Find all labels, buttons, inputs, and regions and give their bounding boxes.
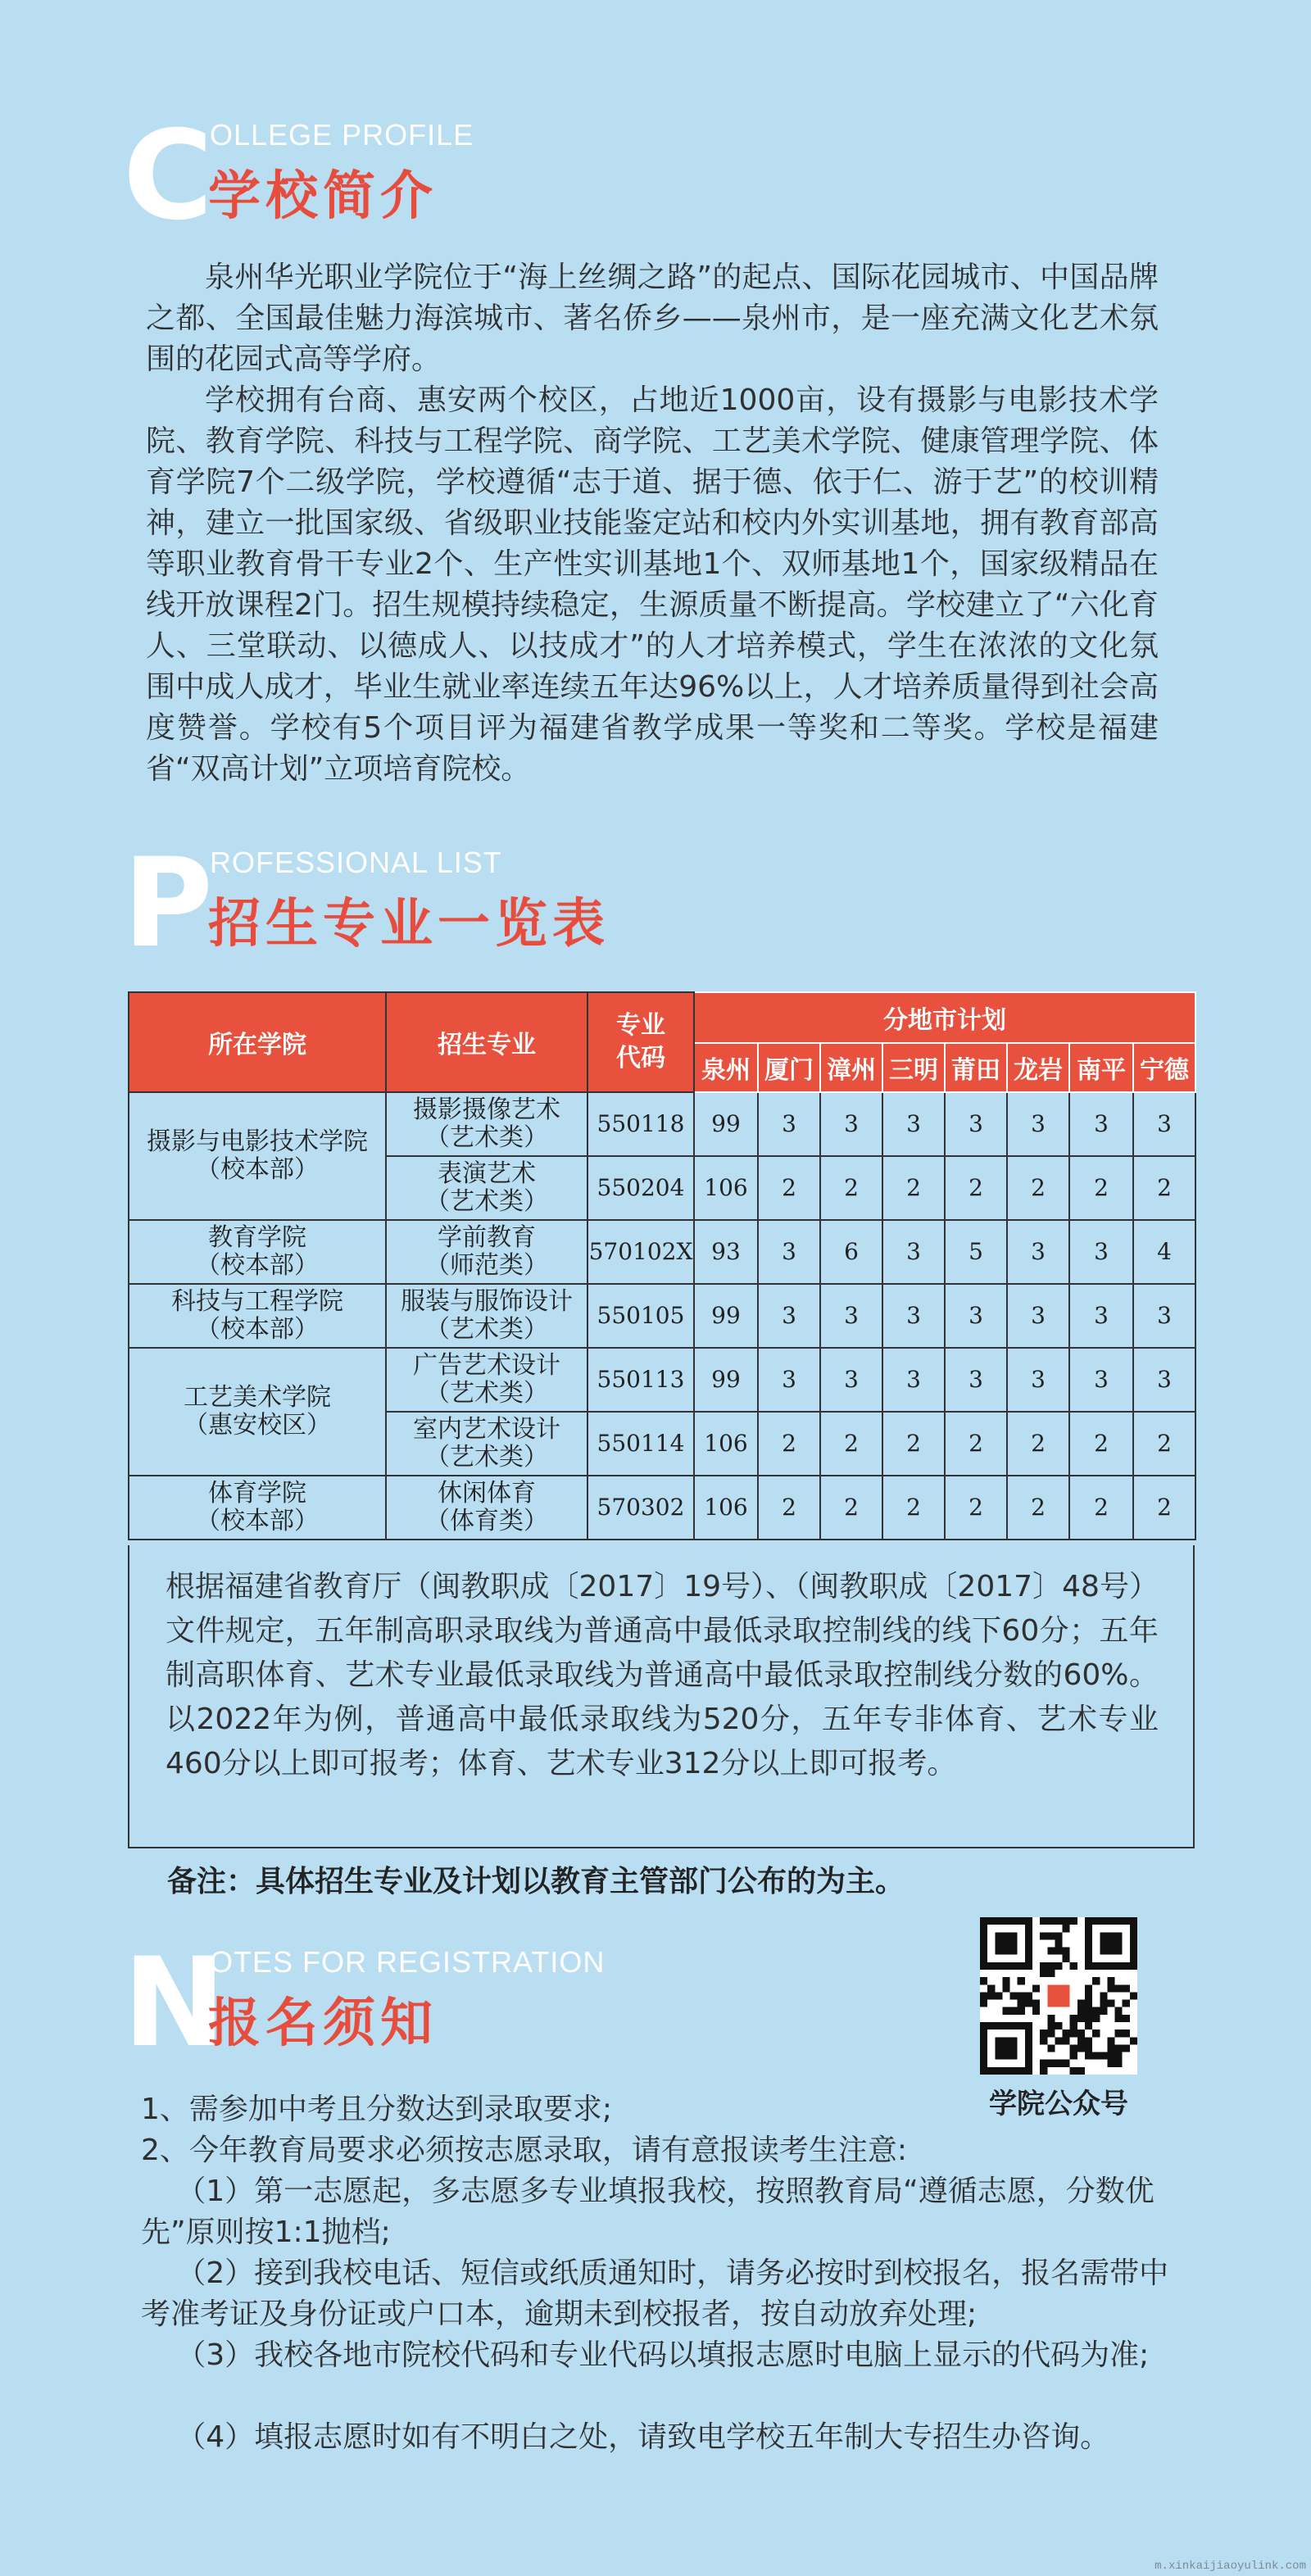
quota-cell: 2 [1007, 1412, 1069, 1476]
major-category: （艺术类） [425, 1443, 548, 1472]
quota-cell: 99 [694, 1348, 758, 1412]
major-cell [386, 1476, 587, 1540]
quota-cell: 93 [694, 1220, 758, 1284]
quota-cell: 3 [945, 1092, 1007, 1156]
major-name: 广告艺术设计 [413, 1351, 560, 1380]
quota-cell: 2 [1069, 1156, 1133, 1220]
major-name: 表演艺术 [438, 1159, 536, 1188]
admission-note-box [128, 1545, 1195, 1848]
profile-english-subtitle: OLLEGE PROFILE [210, 118, 474, 152]
major-cell [386, 1156, 587, 1220]
major-category: （体育类） [425, 1507, 548, 1535]
quota-cell: 3 [758, 1284, 820, 1348]
college-name: 科技与工程学院 [171, 1287, 343, 1316]
quota-cell: 2 [882, 1156, 945, 1220]
quota-cell: 2 [945, 1156, 1007, 1220]
quota-cell: 2 [945, 1412, 1007, 1476]
quota-cell: 106 [694, 1156, 758, 1220]
quota-cell: 3 [1007, 1284, 1069, 1348]
major-cell [386, 1412, 587, 1476]
header-college: 所在学院 [129, 992, 386, 1092]
quota-cell: 2 [758, 1412, 820, 1476]
college-cell [129, 1348, 386, 1476]
major-name: 服装与服饰设计 [401, 1287, 573, 1316]
profile-paragraph-2: 学校拥有台商、惠安两个校区，占地近1000亩，设有摄影与电影技术学院、教育学院、科技与工程学院、商学院、工艺美术学院、健康管理学院、体育学院7个二级学院，学校遵循“志于道、据于德、依于仁、游于艺”的校训精神，建立一批国家级、省级职业技能鉴定站和校内外实训基地，拥有教育部高等职业教育骨干专业2个、生产性实训基地1个、双师基地1个，国家级精品在线开放课程2门。招生规模持续稳定，生源质量不断提高。学校建立了“六化育人、三堂联动、以德成人、以技成才”的人才培养模式，学生在浓浓的文化氛围中成人成才，毕业生就业率连续五年达96%以上，人才培养质量得到社会高度赞誉。学校有5个项目评为福建省教学成果一等奖和二等奖。学校是福建省“双高计划”立项培育院校。 [146, 383, 1159, 786]
quota-cell: 2 [820, 1412, 882, 1476]
header-code-line2: 代码 [616, 1044, 665, 1073]
college-cell [129, 1220, 386, 1284]
major-code-cell: 550204 [587, 1156, 694, 1220]
table-row [129, 1284, 1195, 1348]
quota-cell: 3 [882, 1284, 945, 1348]
quota-cell: 3 [1133, 1348, 1195, 1412]
college-name: 教育学院 [208, 1223, 306, 1252]
college-campus: （校本部） [196, 1155, 319, 1184]
quota-cell: 2 [758, 1156, 820, 1220]
college-name: 摄影与电影技术学院 [147, 1127, 368, 1156]
quota-cell: 5 [945, 1220, 1007, 1284]
professional-initial-letter: P [123, 832, 213, 975]
profile-initial-letter: C [123, 105, 214, 247]
quota-cell: 3 [1007, 1092, 1069, 1156]
quota-cell: 3 [1069, 1348, 1133, 1412]
header-city: 莆田 [945, 1043, 1007, 1092]
registration-initial-letter: N [123, 1932, 226, 2075]
table-row [129, 1476, 1195, 1540]
quota-cell: 3 [882, 1220, 945, 1284]
header-city: 宁德 [1133, 1043, 1195, 1092]
quota-cell: 4 [1133, 1220, 1195, 1284]
quota-cell: 3 [1007, 1348, 1069, 1412]
major-category: （艺术类） [425, 1187, 548, 1216]
quota-cell: 3 [758, 1092, 820, 1156]
quota-cell: 2 [1133, 1476, 1195, 1540]
college-cell [129, 1476, 386, 1540]
major-code-cell: 550105 [587, 1284, 694, 1348]
major-category: （艺术类） [425, 1379, 548, 1408]
college-campus: （惠安校区） [184, 1411, 331, 1440]
header-major: 招生专业 [386, 992, 587, 1092]
quota-cell: 6 [820, 1220, 882, 1284]
registration-item-4: （2）接到我校电话、短信或纸质通知时，请务必按时到校报名，报名需带中考准考证及身份证或户口本，逾期未到校报者，按自动放弃处理; [141, 2256, 1169, 2331]
major-code-cell: 550114 [587, 1412, 694, 1476]
quota-cell: 3 [882, 1348, 945, 1412]
quota-cell: 3 [1133, 1092, 1195, 1156]
qr-caption: 学院公众号 [989, 2088, 1128, 2120]
major-cell [386, 1284, 587, 1348]
quota-cell: 3 [1069, 1092, 1133, 1156]
enrollment-plan-table [128, 991, 1196, 1540]
professional-english-subtitle: ROFESSIONAL LIST [210, 846, 502, 879]
qr-code-icon [980, 1917, 1137, 2075]
major-code-cell: 550113 [587, 1348, 694, 1412]
quota-cell: 3 [820, 1092, 882, 1156]
quota-cell: 3 [758, 1348, 820, 1412]
profile-title: 学校简介 [208, 166, 438, 227]
quota-cell: 3 [1069, 1284, 1133, 1348]
header-city: 厦门 [758, 1043, 820, 1092]
quota-cell: 2 [882, 1476, 945, 1540]
site-watermark: m.xinkaijiaoyulink.com [1154, 2560, 1306, 2573]
registration-english-subtitle: OTES FOR REGISTRATION [210, 1945, 606, 1979]
admission-note-text: 根据福建省教育厅（闽教职成〔2017〕19号）、（闽教职成〔2017〕48号）文件规定，五年制高职录取线为普通高中最低录取控制线的线下60分；五年制高职体育、艺术专业最低录取线为普通高中最低录取控制线分数的60%。以2022年为例，普通高中最低录取线为520分，五年专非体育、艺术专业460分以上即可报考；体育、艺术专业312分以上即可报考。 [166, 1570, 1159, 1780]
quota-cell: 2 [1007, 1476, 1069, 1540]
major-name: 休闲体育 [438, 1479, 536, 1508]
registration-item-1: 1、需参加中考且分数达到录取要求; [141, 2093, 613, 2126]
quota-cell: 2 [1133, 1412, 1195, 1476]
quota-cell: 2 [1133, 1156, 1195, 1220]
college-campus: （校本部） [196, 1507, 319, 1535]
header-city: 泉州 [694, 1043, 758, 1092]
quota-cell: 2 [820, 1156, 882, 1220]
college-name: 工艺美术学院 [184, 1383, 331, 1412]
table-row [129, 1092, 1195, 1156]
table-row [129, 1348, 1195, 1412]
quota-cell: 3 [820, 1284, 882, 1348]
college-campus: （校本部） [196, 1251, 319, 1280]
quota-cell: 3 [945, 1284, 1007, 1348]
major-code-cell: 570302 [587, 1476, 694, 1540]
wechat-qr-code[interactable] [980, 1917, 1137, 2075]
major-category: （艺术类） [425, 1123, 548, 1152]
quota-cell: 2 [758, 1476, 820, 1540]
quota-cell: 2 [1069, 1476, 1133, 1540]
major-code-cell: 550118 [587, 1092, 694, 1156]
quota-cell: 2 [882, 1412, 945, 1476]
quota-cell: 3 [1069, 1220, 1133, 1284]
major-cell [386, 1220, 587, 1284]
registration-item-2: 2、今年教育局要求必须按志愿录取，请有意报读考生注意: [141, 2134, 908, 2167]
college-cell [129, 1092, 386, 1220]
quota-cell: 2 [945, 1476, 1007, 1540]
quota-cell: 3 [882, 1092, 945, 1156]
college-name: 体育学院 [208, 1479, 306, 1508]
college-campus: （校本部） [196, 1315, 319, 1344]
profile-paragraph-1: 泉州华光职业学院位于“海上丝绸之路”的起点、国际花园城市、中国品牌之都、全国最佳魅力海滨城市、著名侨乡——泉州市，是一座充满文化艺术氛围的花园式高等学府。 [146, 261, 1159, 376]
header-city-plan: 分地市计划 [694, 992, 1195, 1043]
quota-cell: 3 [1133, 1284, 1195, 1348]
major-name: 学前教育 [438, 1223, 536, 1252]
header-city: 三明 [882, 1043, 945, 1092]
quota-cell: 106 [694, 1476, 758, 1540]
header-city: 漳州 [820, 1043, 882, 1092]
quota-cell: 3 [820, 1348, 882, 1412]
major-name: 室内艺术设计 [413, 1415, 560, 1444]
quota-cell: 3 [758, 1220, 820, 1284]
quota-cell: 99 [694, 1092, 758, 1156]
header-code-line1: 专业 [616, 1011, 665, 1040]
registration-item-6: （4）填报志愿时如有不明白之处，请致电学校五年制大专招生办咨询。 [176, 2420, 1110, 2454]
registration-item-5: （3）我校各地市院校代码和专业代码以填报志愿时电脑上显示的代码为准; [176, 2338, 1150, 2372]
quota-cell: 2 [820, 1476, 882, 1540]
header-city: 南平 [1069, 1043, 1133, 1092]
major-cell [386, 1348, 587, 1412]
major-cell [386, 1092, 587, 1156]
registration-title: 报名须知 [208, 1993, 438, 2054]
quota-cell: 3 [1007, 1220, 1069, 1284]
header-code [587, 992, 694, 1092]
table-row [129, 1220, 1195, 1284]
header-city: 龙岩 [1007, 1043, 1069, 1092]
quota-cell: 99 [694, 1284, 758, 1348]
quota-cell: 2 [1007, 1156, 1069, 1220]
quota-cell: 106 [694, 1412, 758, 1476]
quota-cell: 3 [945, 1348, 1007, 1412]
registration-item-3: （1）第一志愿起，多志愿多专业填报我校，按照教育局“遵循志愿，分数优先”原则按1:1抛档; [141, 2175, 1154, 2249]
major-category: （师范类） [425, 1251, 548, 1280]
major-name: 摄影摄像艺术 [413, 1095, 560, 1124]
quota-cell: 2 [1069, 1412, 1133, 1476]
college-cell [129, 1284, 386, 1348]
remark-text: 备注：具体招生专业及计划以教育主管部门公布的为主。 [167, 1865, 905, 1898]
major-code-cell: 570102X [587, 1220, 694, 1284]
major-category: （艺术类） [425, 1315, 548, 1344]
professional-title: 招生专业一览表 [208, 894, 610, 955]
